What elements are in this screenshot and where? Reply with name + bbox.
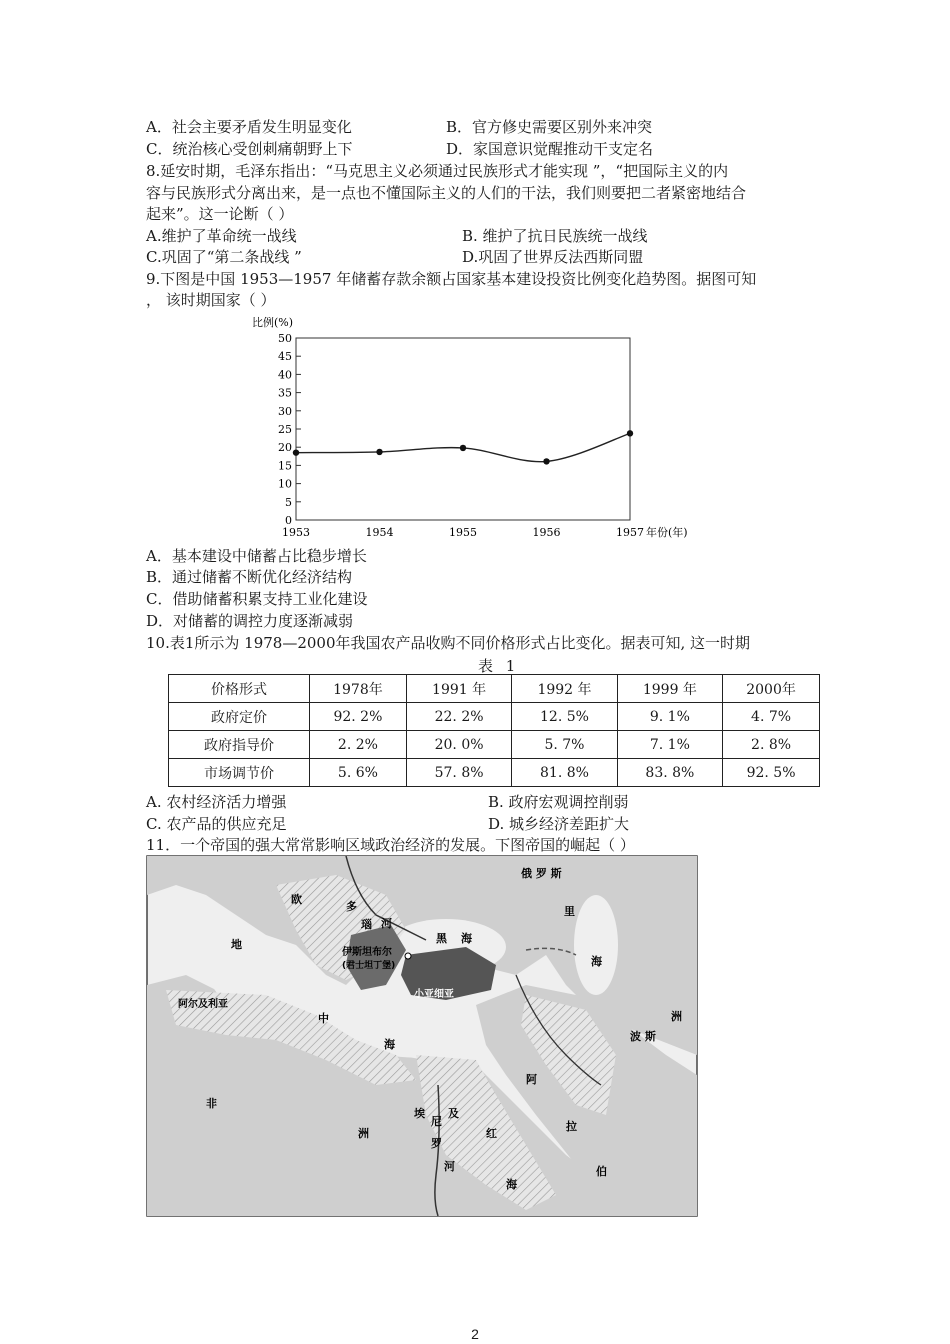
table-cell: 92. 2%: [310, 703, 407, 731]
x-tick-label: 1953: [282, 526, 310, 539]
q9-stem-line1: 9.下图是中国 1953—1957 年储蓄存款余额占国家基本建设投资比例变化趋势图。据图可知: [146, 270, 757, 288]
y-axis-label: 比例(%): [252, 316, 294, 329]
q10-option-a: A. 农村经济活力增强: [146, 793, 287, 811]
chart-svg: [250, 310, 710, 545]
label-ni: 尼: [431, 1115, 442, 1128]
map-svg: [146, 855, 698, 1217]
q8-stem-line3: 起来”。这一论断（ ）: [146, 205, 294, 223]
table-header-cell: 1992 年: [512, 675, 617, 703]
q9-option-d: D．对储蓄的调控力度逐渐减弱: [146, 612, 354, 630]
table-row: [169, 731, 820, 759]
table-header-cell: 价格形式: [169, 675, 310, 703]
label-persia: 波 斯: [630, 1030, 656, 1043]
table-cell: 7. 1%: [617, 731, 722, 759]
table-row: [169, 759, 820, 787]
label-zhou2: 洲: [358, 1127, 369, 1140]
q10-option-b: B. 政府宏观调控削弱: [488, 793, 629, 811]
y-tick-label: 10: [278, 477, 292, 491]
table-cell: 4. 7%: [723, 703, 820, 731]
savings-ratio-chart: [250, 310, 710, 545]
q8-option-d: D.巩固了世界反法西斯同盟: [462, 248, 644, 266]
q9-option-a: A．基本建设中储蓄占比稳步增长: [146, 547, 367, 565]
label-di: 地: [231, 938, 242, 951]
label-russia: 俄 罗 斯: [521, 867, 562, 880]
y-tick-label: 45: [278, 350, 292, 364]
label-nao: 瑙: [361, 918, 372, 931]
label-hai1: 海: [461, 932, 472, 945]
y-tick-label: 15: [278, 459, 292, 473]
label-ji: 及: [448, 1107, 459, 1120]
label-hai4: 海: [506, 1178, 517, 1191]
data-point: [460, 445, 466, 451]
q8-option-c: C.巩固了“第二条战线 ”: [146, 248, 302, 266]
table-cell: 81. 8%: [512, 759, 617, 787]
table-cell: 9. 1%: [617, 703, 722, 731]
label-hong: 红: [486, 1127, 497, 1140]
q9-stem-line2: ， 该时期国家（ ）: [146, 291, 276, 309]
x-tick-label: 1955: [449, 526, 477, 539]
label-bo: 伯: [596, 1165, 607, 1178]
label-fei: 非: [206, 1097, 217, 1110]
q10-option-d: D. 城乡经济差距扩大: [488, 815, 630, 833]
y-tick-label: 40: [278, 368, 292, 382]
data-point: [627, 430, 633, 436]
label-asia-minor: 小亚细亚: [414, 989, 454, 1000]
caspian-sea: [574, 895, 618, 995]
label-luo: 罗: [431, 1137, 442, 1150]
y-tick-label: 30: [278, 404, 292, 418]
q9-option-c: C．借助储蓄积累支持工业化建设: [146, 590, 368, 608]
label-zhou1: 洲: [671, 1010, 682, 1023]
q8-option-a: A.维护了革命统一战线: [146, 227, 297, 245]
label-li: 里: [564, 905, 575, 918]
table-cell: 2. 8%: [723, 731, 820, 759]
table-header-cell: 1999 年: [617, 675, 722, 703]
table-cell: 政府指导价: [169, 731, 310, 759]
table-cell: 22. 2%: [406, 703, 511, 731]
price-form-table: [168, 674, 820, 787]
label-zhong: 中: [318, 1012, 329, 1025]
q9-option-b: B．通过储蓄不断优化经济结构: [146, 568, 353, 586]
table-cell: 5. 6%: [310, 759, 407, 787]
label-algeria: 阿尔及利亚: [178, 999, 228, 1010]
label-he2: 河: [444, 1160, 455, 1173]
data-point: [543, 458, 549, 464]
table-cell: 政府定价: [169, 703, 310, 731]
table-caption: 表 1: [478, 657, 520, 675]
table-header-cell: 1978年: [310, 675, 407, 703]
table-cell: 57. 8%: [406, 759, 511, 787]
y-tick-label: 50: [278, 332, 292, 345]
label-eu: 欧: [291, 893, 302, 906]
y-tick-label: 0: [285, 514, 292, 527]
q7-option-a: A．社会主要矛盾发生明显变化: [146, 118, 352, 136]
q7-option-d: D．家国意识觉醒推动干支定名: [446, 140, 654, 158]
label-constantinople: (君士坦丁堡): [342, 961, 396, 971]
y-tick-label: 35: [278, 386, 292, 400]
table-header-cell: 1991 年: [406, 675, 511, 703]
label-duo: 多: [346, 900, 357, 913]
q11-stem-line1: 11．一个帝国的强大常常影响区域政治经济的发展。下图帝国的崛起（ ）: [146, 836, 635, 854]
x-axis-label: 年份(年): [646, 526, 688, 539]
y-tick-label: 5: [285, 495, 292, 509]
y-tick-label: 20: [278, 441, 292, 455]
label-la: 拉: [566, 1120, 577, 1133]
table-header-cell: 2000年: [723, 675, 820, 703]
label-he: 河: [381, 917, 392, 930]
y-tick-label: 25: [278, 423, 292, 436]
table-cell: 92. 5%: [723, 759, 820, 787]
q8-option-b: B. 维护了抗日民族统一战线: [462, 227, 648, 245]
label-istanbul: 伊斯坦布尔: [342, 947, 392, 958]
data-point: [376, 449, 382, 455]
table-cell: 2. 2%: [310, 731, 407, 759]
q10-option-c: C. 农产品的供应充足: [146, 815, 287, 833]
table-row: [169, 703, 820, 731]
label-ai: 埃: [414, 1107, 425, 1120]
label-a: 阿: [526, 1073, 537, 1086]
x-tick-label: 1954: [365, 526, 394, 539]
table-cell: 5. 7%: [512, 731, 617, 759]
q8-stem-line1: 8.延安时期，毛泽东指出：“马克思主义必须通过民族形式才能实现 ”，“把国际主义的内: [146, 162, 729, 180]
label-hei: 黑: [436, 932, 447, 945]
q7-option-c: C．统治核心受创刺痛朝野上下: [146, 140, 353, 158]
label-hai2: 海: [591, 955, 602, 968]
istanbul-marker: [405, 953, 411, 959]
ottoman-empire-map: [146, 855, 698, 1217]
table-cell: 12. 5%: [512, 703, 617, 731]
page-number: 2: [471, 1326, 479, 1342]
q7-option-b: B．官方修史需要区别外来冲突: [446, 118, 653, 136]
table-cell: 20. 0%: [406, 731, 511, 759]
q10-stem-line1: 10.表1所示为 1978—2000年我国农产品收购不同价格形式占比变化。据表可知, 这一时期: [146, 634, 751, 652]
x-tick-label: 1957: [616, 526, 644, 539]
q8-stem-line2: 容与民族形式分离出来，是一点也不懂国际主义的人们的干法，我们则要把二者紧密地结合: [146, 184, 747, 202]
plot-frame: [296, 338, 630, 520]
label-hai3: 海: [384, 1038, 395, 1051]
table-cell: 83. 8%: [617, 759, 722, 787]
data-point: [293, 449, 299, 455]
table-header-row: [169, 675, 820, 703]
table-cell: 市场调节价: [169, 759, 310, 787]
x-tick-label: 1956: [532, 526, 561, 539]
